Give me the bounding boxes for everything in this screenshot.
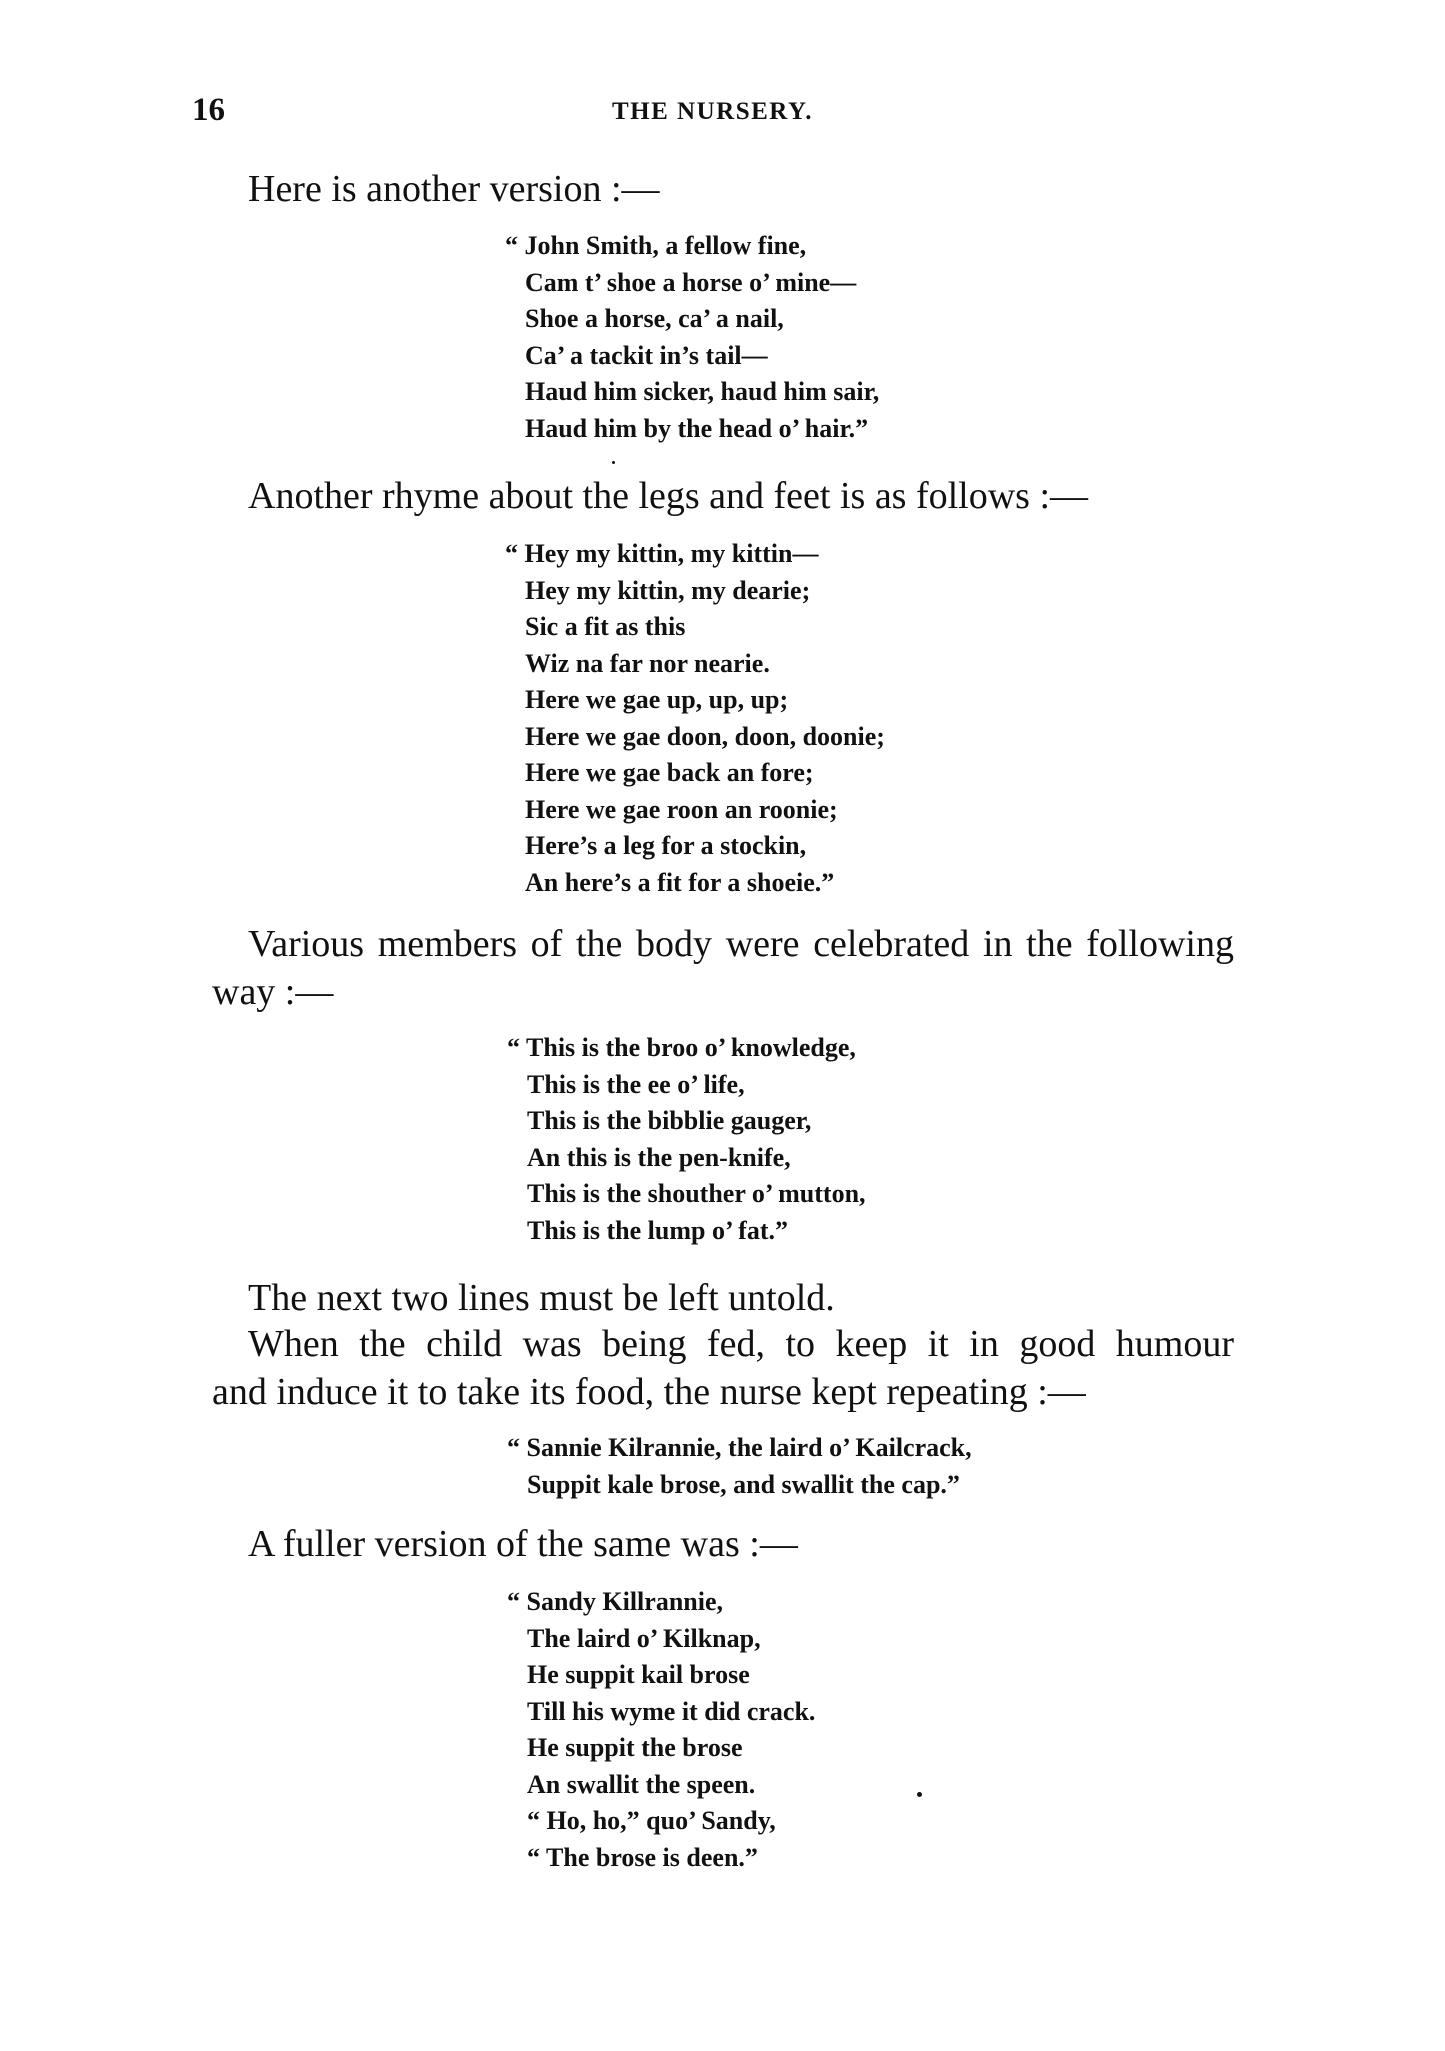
verse-line: Sic a fit as this	[525, 612, 686, 641]
paragraph-child-fed	[212, 1320, 1234, 1416]
verse-line: Cam t’ shoe a horse o’ mine—	[525, 267, 857, 297]
paragraph-fuller-version: A fuller version of the same was :—	[248, 1523, 798, 1565]
verse-line: “ Sandy Killrannie,	[507, 1587, 723, 1616]
verse-line: This is the bibblie gauger,	[527, 1106, 812, 1135]
paragraph-line: When the child was being fed, to keep it in good humour	[248, 1323, 1234, 1365]
verse-line: An this is the pen-knife,	[527, 1142, 791, 1172]
verse-john-smith	[505, 228, 880, 447]
verse-line: Here we gae back an fore;	[525, 758, 814, 787]
verse-sandy-killrannie	[507, 1584, 816, 1876]
verse-broo-o-knowledge	[507, 1030, 866, 1249]
paragraph-line: and induce it to take its food, the nurse kept repeating :—	[212, 1371, 1086, 1413]
verse-line: Here we gae doon, doon, doonie;	[525, 721, 885, 751]
verse-line: “ John Smith, a fellow fine,	[505, 231, 807, 260]
verse-line: Shoe a horse, ca’ a nail,	[525, 304, 784, 333]
print-speck	[917, 1792, 922, 1797]
verse-line: This is the ee o’ life,	[527, 1069, 745, 1099]
verse-line: Here we gae roon an roonie;	[525, 794, 838, 824]
paragraph-line: Various members of the body were celebrated in the following	[248, 923, 1234, 965]
verse-line: An swallit the speen.	[527, 1769, 756, 1799]
verse-line: Ca’ a tackit in’s tail—	[525, 340, 768, 370]
paragraph-lines-untold: The next two lines must be left untold.	[248, 1277, 835, 1319]
verse-line: Hey my kittin, my dearie;	[525, 575, 811, 605]
verse-line: “ Ho, ho,” quo’ Sandy,	[527, 1806, 776, 1835]
verse-line: This is the lump o’ fat.”	[527, 1215, 788, 1245]
verse-line: Haud him sicker, haud him sair,	[525, 377, 880, 406]
verse-hey-my-kittin	[505, 536, 885, 901]
verse-line: Here’s a leg for a stockin,	[525, 831, 807, 860]
paragraph-intro-version: Here is another version :—	[248, 168, 660, 210]
verse-line: An here’s a fit for a shoeie.”	[525, 867, 835, 897]
verse-line: He suppit the brose	[527, 1733, 743, 1762]
verse-line: Till his wyme it did crack.	[527, 1696, 816, 1726]
verse-line: Here we gae up, up, up;	[525, 685, 789, 714]
verse-line: Wiz na far nor nearie.	[525, 648, 770, 678]
verse-line: “ This is the broo o’ knowledge,	[507, 1033, 856, 1062]
verse-line: He suppit kail brose	[527, 1660, 750, 1689]
verse-line: Haud him by the head o’ hair.”	[525, 413, 869, 443]
verse-sannie-kilrannie	[507, 1430, 972, 1503]
verse-line: Suppit kale brose, and swallit the cap.”	[527, 1469, 960, 1499]
running-head: THE NURSERY.	[612, 98, 813, 125]
paragraph-members-of-body	[212, 920, 1234, 1016]
paragraph-legs-feet: Another rhyme about the legs and feet is as follows :—	[248, 475, 1089, 517]
verse-line: The laird o’ Kilknap,	[527, 1623, 761, 1653]
print-speck	[612, 461, 615, 464]
paragraph-line: way :—	[212, 971, 334, 1013]
verse-line: “ Sannie Kilrannie, the laird o’ Kailcrack,	[507, 1433, 972, 1462]
verse-line: “ The brose is deen.”	[527, 1842, 758, 1872]
page-number: 16	[192, 92, 225, 128]
verse-line: “ Hey my kittin, my kittin—	[505, 539, 819, 568]
verse-line: This is the shouther o’ mutton,	[527, 1179, 866, 1208]
